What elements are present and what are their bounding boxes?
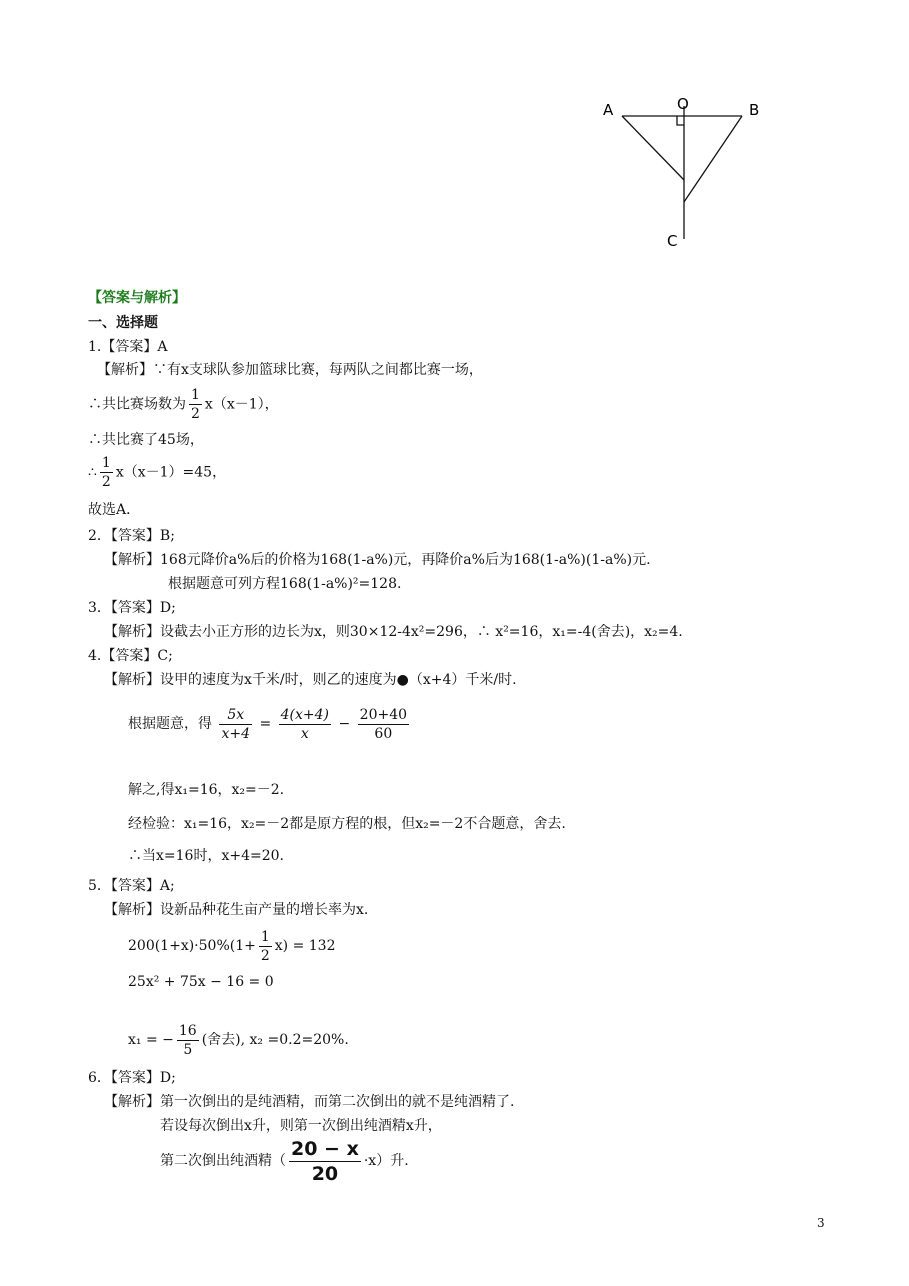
q6-frac-den: 20 (311, 1162, 339, 1185)
q5-answer: 5．【答案】A; (88, 878, 175, 894)
label-A: A (603, 101, 614, 119)
q6-line1: 【解析】第一次倒出的是纯酒精，而第二次倒出的就不是纯酒精了. (104, 1094, 515, 1110)
label-B: B (749, 101, 760, 119)
q4-line1: 【解析】设甲的速度为x千米/时，则乙的速度为●（x+4）千米/时. (104, 672, 517, 688)
q4-frac-2 (279, 706, 331, 743)
q5-eq1-left: 200(1+x)·50%(1+ (128, 938, 256, 954)
q5-eq3-num: 16 (178, 1022, 197, 1039)
q4-f1-num: 5x (219, 706, 252, 725)
q4-f3-den: 60 (374, 725, 393, 742)
q4-equation (128, 702, 412, 746)
q1-frac2-den: 2 (101, 474, 111, 490)
q2-line2: 根据题意可列方程168(1-a%)²=128. (168, 576, 402, 592)
q4-frac-3 (358, 706, 409, 743)
section-title: 一、选择题 (88, 315, 158, 331)
q1-line2-text: ∴共比赛场数为 (88, 396, 186, 413)
q4-eq-sign: = (259, 716, 272, 732)
q4-frac-1 (219, 706, 252, 743)
q1-line4 (88, 454, 226, 491)
q1-line3: ∴共比赛了45场， (88, 432, 204, 448)
q4-line4: 经检验：x₁=16，x₂=－2都是原方程的根，但x₂=－2不合题意，舍去. (128, 816, 566, 832)
q1-line5: 故选A． (88, 502, 141, 518)
q4-answer: 4.【答案】C; (88, 648, 173, 664)
q1-frac-half-2 (100, 454, 113, 491)
q1-line4-expr: x（x－1）=45， (115, 464, 227, 481)
q5-eq1-right: x) = 132 (274, 938, 336, 954)
geometry-figure (595, 92, 770, 252)
page-number: 3 (817, 1216, 825, 1230)
q1-line4-therefore: ∴ (88, 464, 97, 481)
q6-line2: 若设每次倒出x升，则第一次倒出纯酒精x升， (160, 1118, 442, 1134)
q1-line2-expr: x（x－1）， (204, 396, 279, 413)
q5-eq1-frac (259, 928, 272, 965)
q4-f3-num: 20+40 (359, 706, 408, 723)
q1-frac-half (189, 386, 202, 423)
q5-eq3-den: 5 (183, 1041, 193, 1058)
q6-line3 (160, 1136, 409, 1186)
q4-line3: 解之,得x₁=16，x₂=－2. (128, 782, 285, 798)
q1-frac-num: 1 (191, 387, 200, 403)
q2-answer: 2．【答案】B; (88, 528, 175, 544)
q1-line2 (88, 386, 279, 423)
q3-answer: 3．【答案】D; (88, 600, 176, 616)
q1-line1: 【解析】∵有x支球队参加篮球比赛，每两队之间都比赛一场， (97, 362, 483, 378)
q5-eq2: 25x² + 75x − 16 = 0 (128, 974, 274, 990)
q1-frac2-num: 1 (101, 455, 111, 471)
q6-line3-right: ·x）升. (363, 1153, 409, 1169)
q4-line5: ∴当x=16时，x+4=20. (128, 848, 284, 864)
q1-frac-den: 2 (191, 406, 200, 422)
q5-eq1-den: 2 (260, 947, 270, 964)
q4-f1-den: x+4 (221, 725, 250, 742)
q4-minus-sign: − (338, 716, 351, 732)
label-C: C (667, 232, 678, 250)
answers-heading: 【答案与解析】 (88, 290, 186, 306)
q2-line1: 【解析】168元降价a%后的价格为168(1-a%)元，再降价a%后为168(1-a%)(1-a%)元. (104, 552, 651, 568)
q1-answer: 1.【答案】A (88, 339, 168, 355)
q5-eq3-right: (舍去), x₂ =0.2=20%. (201, 1032, 349, 1048)
label-O: O (677, 95, 689, 113)
q5-eq3-left: x₁ = − (128, 1032, 174, 1048)
q4-f2-num: 4(x+4) (280, 706, 330, 723)
q3-line1: 【解析】设截去小正方形的边长为x，则30×12-4x²=296，∴ x²=16，x₁=-4(舍去)，x₂=4. (104, 624, 683, 640)
q5-eq1-num: 1 (260, 928, 270, 945)
q6-frac-num: 20 − x (291, 1137, 359, 1160)
q5-line1: 【解析】设新品种花生亩产量的增长率为x. (104, 902, 369, 918)
q5-eq1 (128, 926, 336, 966)
q4-eq-prefix: 根据题意，得 (128, 716, 212, 732)
q5-eq3 (128, 1018, 349, 1062)
q6-frac (289, 1137, 361, 1186)
q4-f2-den: x (300, 725, 309, 742)
q6-line3-left: 第二次倒出纯酒精（ (160, 1153, 286, 1169)
q6-answer: 6．【答案】D; (88, 1070, 176, 1086)
q5-eq3-frac (177, 1022, 199, 1059)
